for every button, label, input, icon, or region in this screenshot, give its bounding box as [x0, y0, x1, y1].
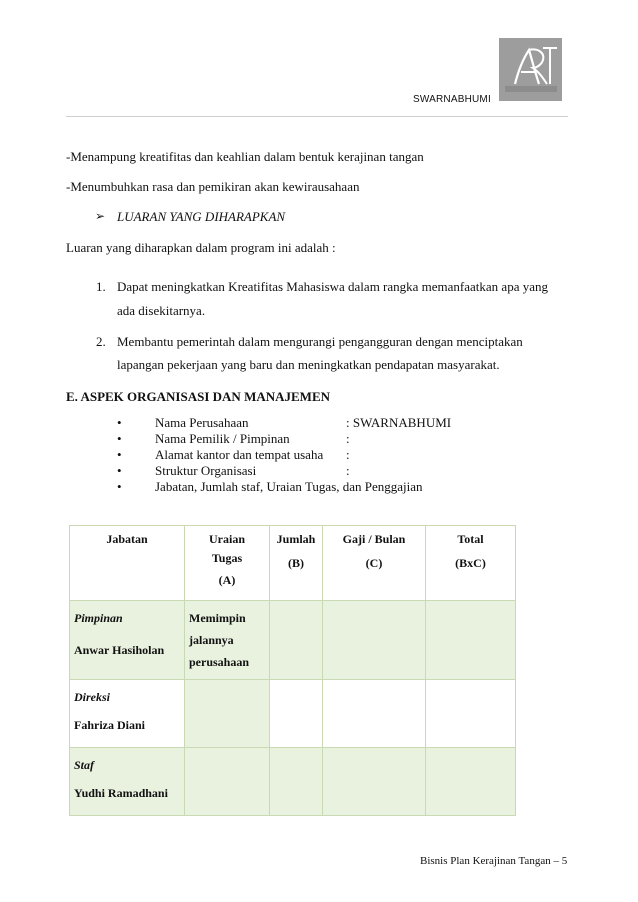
brand-name: SWARNABHUMI [413, 94, 491, 105]
list-item-1-line2: ada disekitarnya. [117, 303, 206, 318]
header-total: Total (BxC) [426, 526, 516, 601]
org-value: : [346, 463, 350, 478]
cell-jabatan [70, 748, 185, 816]
bullet-icon: • [117, 447, 122, 462]
role-label: Pimpinan [74, 611, 123, 625]
cell-uraian [185, 680, 270, 748]
logo [499, 38, 562, 101]
header-jabatan: Jabatan [70, 526, 185, 601]
header-jumlah: Jumlah (B) [270, 526, 323, 601]
logo-art-icon [499, 38, 562, 101]
cell-jumlah [270, 601, 323, 680]
org-value: : [346, 431, 350, 446]
list-item-1-line1: Dapat meningkatkan Kreatifitas Mahasiswa dalam rangka memanfaatkan apa yang [117, 279, 548, 294]
org-label: Alamat kantor dan tempat usaha [155, 447, 324, 462]
table-row [70, 601, 516, 680]
list-item-2-line1: Membantu pemerintah dalam mengurangi pengangguran dengan menciptakan [117, 334, 523, 349]
arrow-bullet-icon: ➢ [95, 209, 106, 223]
role-label: Staf [74, 758, 95, 772]
header-gaji: Gaji / Bulan (C) [323, 526, 426, 601]
cell-total [426, 601, 516, 680]
list-number: 1. [96, 279, 106, 294]
header-uraian-tugas: Uraian Tugas (A) [185, 526, 270, 601]
cell-uraian: Memimpin jalannya perusahaan [185, 601, 270, 680]
cell-jumlah [270, 748, 323, 816]
cell-jabatan [70, 601, 185, 680]
intro-line-1: -Menampung kreatifitas dan keahlian dalam bentuk kerajinan tangan [66, 149, 424, 164]
person-name: Yudhi Ramadhani [74, 786, 168, 800]
luaran-heading: LUARAN YANG DIHARAPKAN [117, 209, 286, 224]
cell-uraian [185, 748, 270, 816]
cell-jumlah [270, 680, 323, 748]
org-value: : [346, 447, 350, 462]
intro-line-2: -Menumbuhkan rasa dan pemikiran akan kewirausahaan [66, 179, 360, 194]
staff-table [69, 525, 516, 816]
list-number: 2. [96, 334, 106, 349]
role-label: Direksi [74, 690, 110, 704]
header-divider [66, 116, 568, 117]
luaran-lead: Luaran yang diharapkan dalam program ini adalah : [66, 240, 336, 255]
list-item-2-line2: lapangan pekerjaan yang baru dan meningkatkan pendapatan masyarakat. [117, 357, 500, 372]
cell-gaji [323, 601, 426, 680]
table-row [70, 748, 516, 816]
table-header-row [70, 526, 516, 601]
bullet-icon: • [117, 463, 122, 478]
org-label: Struktur Organisasi [155, 463, 257, 478]
org-label: Nama Perusahaan [155, 415, 249, 430]
section-e-heading: E. ASPEK ORGANISASI DAN MANAJEMEN [66, 389, 330, 404]
cell-gaji [323, 680, 426, 748]
cell-total [426, 748, 516, 816]
person-name: Fahriza Diani [74, 718, 145, 732]
bullet-icon: • [117, 431, 122, 446]
org-label: Jabatan, Jumlah staf, Uraian Tugas, dan Penggajian [155, 479, 423, 494]
org-label: Nama Pemilik / Pimpinan [155, 431, 290, 446]
page-footer: Bisnis Plan Kerajinan Tangan – 5 [420, 855, 568, 867]
cell-jabatan [70, 680, 185, 748]
bullet-icon: • [117, 415, 122, 430]
org-value: : SWARNABHUMI [346, 415, 452, 430]
cell-gaji [323, 748, 426, 816]
cell-total [426, 680, 516, 748]
table-row [70, 680, 516, 748]
bullet-icon: • [117, 479, 122, 494]
person-name: Anwar Hasiholan [74, 643, 165, 657]
